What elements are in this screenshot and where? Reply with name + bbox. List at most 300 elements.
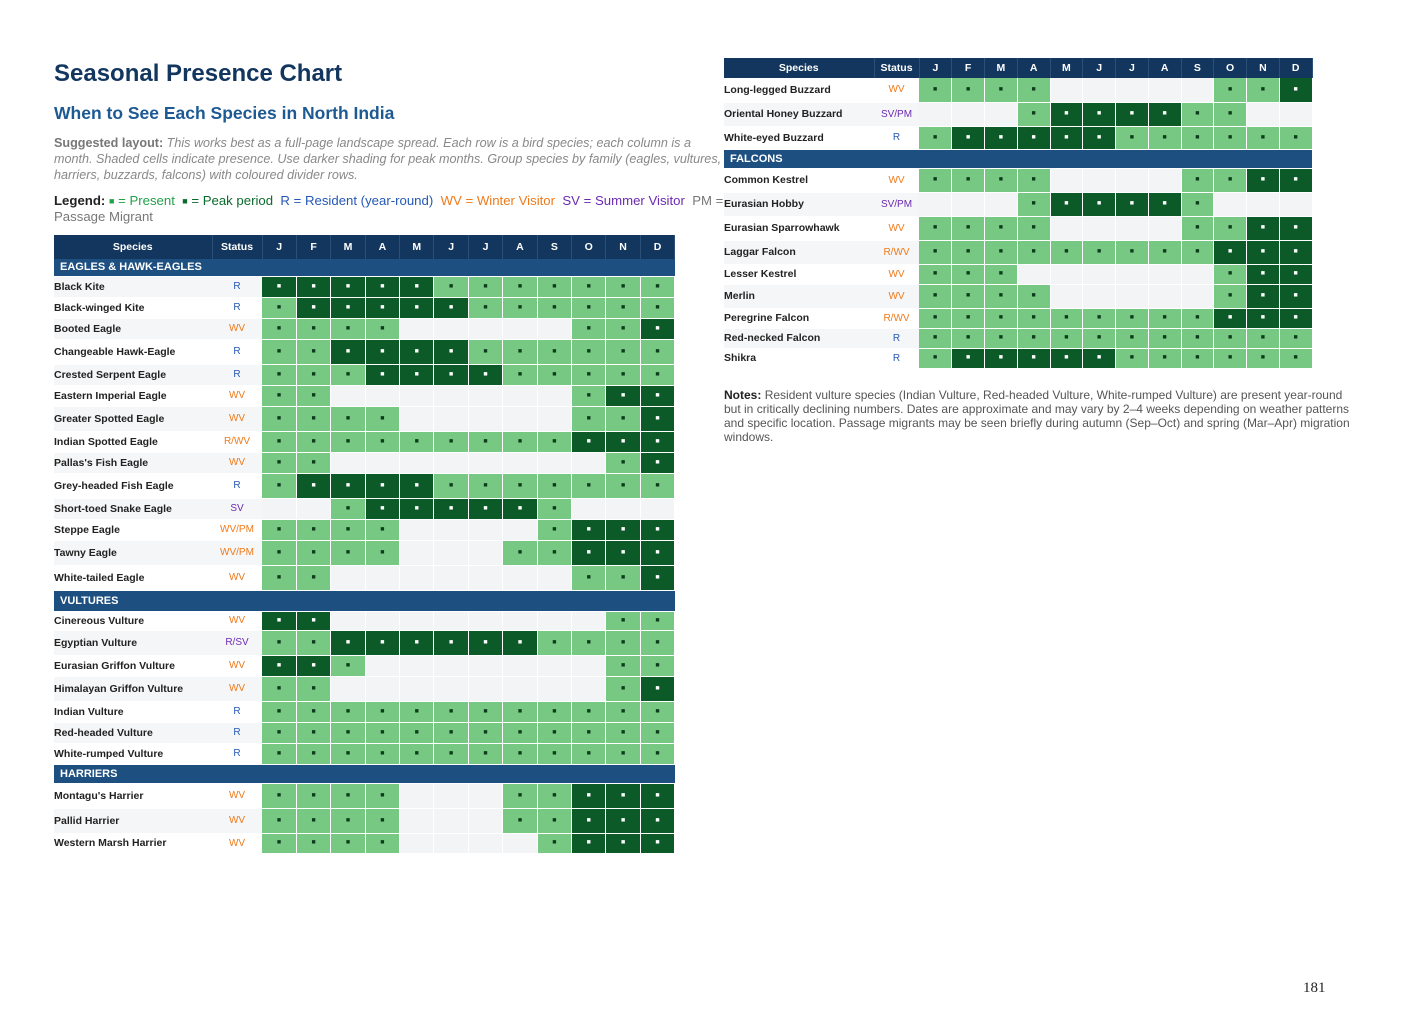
species-row — [54, 743, 675, 764]
header-row — [724, 58, 1312, 78]
species-name: Black-winged Kite — [54, 297, 212, 318]
present-cell: ■ — [1050, 240, 1083, 264]
peak-cell: ■ — [503, 630, 537, 655]
notes-text: Resident vulture species (Indian Vulture, Red-headed Vulture, White-rumped Vulture) are present year-round but in critically declining numbers. Dates are approximate and may vary by 2–4 weeks depending on weather patterns and specific location. Passage migrants may be seen briefly during autumn (Sep–Oct) and spring (Mar–Apr) migration windows. — [724, 388, 1350, 444]
species-row — [54, 783, 675, 808]
present-cell: ■ — [952, 78, 985, 102]
absent-cell — [400, 318, 434, 339]
absent-cell — [434, 808, 468, 833]
present-cell: ■ — [1017, 308, 1050, 328]
absent-cell — [1116, 78, 1149, 102]
month-column-header: A — [1148, 58, 1181, 78]
present-cell: ■ — [606, 722, 640, 743]
absent-cell — [952, 102, 985, 126]
absent-cell — [434, 406, 468, 431]
present-cell: ■ — [1181, 216, 1214, 240]
absent-cell — [503, 519, 537, 540]
status-code: WV — [212, 808, 262, 833]
peak-cell: ■ — [1017, 348, 1050, 368]
peak-cell: ■ — [400, 473, 434, 498]
status-code: R/WV — [874, 308, 919, 328]
peak-cell: ■ — [1050, 348, 1083, 368]
present-cell: ■ — [985, 308, 1018, 328]
present-cell: ■ — [434, 276, 468, 297]
present-cell: ■ — [503, 473, 537, 498]
present-cell: ■ — [468, 722, 502, 743]
absent-cell — [606, 498, 640, 519]
species-row — [54, 498, 675, 519]
absent-cell — [503, 655, 537, 676]
page-title: Seasonal Presence Chart — [54, 60, 343, 87]
present-cell: ■ — [503, 339, 537, 364]
species-row — [54, 276, 675, 297]
peak-cell: ■ — [1279, 78, 1312, 102]
peak-cell: ■ — [331, 276, 365, 297]
present-cell: ■ — [434, 722, 468, 743]
absent-cell — [503, 318, 537, 339]
absent-cell — [468, 385, 502, 406]
present-cell: ■ — [296, 519, 330, 540]
absent-cell — [1247, 102, 1280, 126]
legend-present-text: = Present — [118, 193, 175, 208]
absent-cell — [1017, 264, 1050, 284]
present-cell: ■ — [262, 630, 296, 655]
absent-cell — [365, 565, 399, 590]
absent-cell — [503, 676, 537, 701]
species-name: White-eyed Buzzard — [724, 126, 874, 149]
present-cell: ■ — [296, 364, 330, 385]
present-cell: ■ — [262, 565, 296, 590]
absent-cell — [537, 676, 571, 701]
peak-cell: ■ — [1279, 240, 1312, 264]
absent-cell — [1050, 216, 1083, 240]
absent-cell — [1279, 192, 1312, 216]
legend-resident: R = Resident (year-round) — [280, 193, 434, 208]
peak-cell: ■ — [1247, 284, 1280, 308]
present-cell: ■ — [1181, 102, 1214, 126]
absent-cell — [1083, 216, 1116, 240]
present-cell: ■ — [572, 364, 606, 385]
peak-cell: ■ — [572, 783, 606, 808]
month-column-header: A — [1017, 58, 1050, 78]
peak-cell: ■ — [1148, 192, 1181, 216]
species-row — [54, 833, 675, 853]
absent-cell — [985, 192, 1018, 216]
present-cell: ■ — [331, 808, 365, 833]
month-column-header: J — [468, 235, 502, 259]
status-code: WV — [874, 284, 919, 308]
peak-cell: ■ — [985, 348, 1018, 368]
status-code: WV/PM — [212, 540, 262, 565]
peak-cell: ■ — [985, 126, 1018, 149]
species-row — [724, 308, 1312, 328]
present-cell: ■ — [296, 318, 330, 339]
present-cell: ■ — [1116, 328, 1149, 348]
absent-cell — [503, 611, 537, 630]
present-cell: ■ — [537, 297, 571, 318]
peak-cell: ■ — [640, 385, 674, 406]
present-cell: ■ — [365, 431, 399, 452]
notes-label: Notes: — [724, 388, 762, 402]
present-cell: ■ — [572, 701, 606, 722]
present-cell: ■ — [1148, 348, 1181, 368]
present-cell: ■ — [537, 276, 571, 297]
species-row — [724, 168, 1312, 192]
layout-note-text: This works best as a full-page landscape spread. Each row is a bird species; each column is a month. Shaded cells indicate presence. Use darker shading for peak months. Group species by family (eagles, vultures, harriers, buzzards, falcons) with coloured divider rows. — [54, 136, 722, 182]
absent-cell — [572, 452, 606, 473]
absent-cell — [468, 833, 502, 853]
present-cell: ■ — [1214, 264, 1247, 284]
absent-cell — [985, 102, 1018, 126]
present-cell: ■ — [296, 783, 330, 808]
legend-peak-text: = Peak period — [191, 193, 274, 208]
present-cell: ■ — [262, 385, 296, 406]
present-cell: ■ — [1017, 240, 1050, 264]
present-cell: ■ — [572, 318, 606, 339]
present-cell: ■ — [1148, 328, 1181, 348]
absent-cell — [537, 452, 571, 473]
present-cell: ■ — [537, 540, 571, 565]
absent-cell — [365, 676, 399, 701]
peak-cell: ■ — [1083, 126, 1116, 149]
present-cell: ■ — [262, 783, 296, 808]
table-body — [724, 78, 1312, 368]
status-code: SV/PM — [874, 192, 919, 216]
species-row — [54, 540, 675, 565]
present-cell: ■ — [503, 743, 537, 764]
present-cell: ■ — [919, 78, 952, 102]
present-cell: ■ — [640, 276, 674, 297]
present-cell: ■ — [1083, 308, 1116, 328]
present-cell: ■ — [952, 308, 985, 328]
species-row — [54, 676, 675, 701]
presence-table-right — [724, 58, 1313, 369]
peak-cell: ■ — [331, 473, 365, 498]
present-cell: ■ — [262, 808, 296, 833]
peak-cell: ■ — [606, 808, 640, 833]
status-code: WV — [874, 264, 919, 284]
species-name: Lesser Kestrel — [724, 264, 874, 284]
absent-cell — [537, 565, 571, 590]
present-cell: ■ — [1181, 308, 1214, 328]
month-column-header: J — [1083, 58, 1116, 78]
present-cell: ■ — [572, 276, 606, 297]
absent-cell — [400, 655, 434, 676]
species-name: Indian Vulture — [54, 701, 212, 722]
species-name: Merlin — [724, 284, 874, 308]
peak-cell: ■ — [1214, 308, 1247, 328]
present-cell: ■ — [919, 348, 952, 368]
peak-cell: ■ — [262, 655, 296, 676]
status-code: R/WV — [212, 431, 262, 452]
absent-cell — [434, 611, 468, 630]
family-divider-row — [54, 259, 675, 276]
present-cell: ■ — [262, 431, 296, 452]
present-cell: ■ — [468, 743, 502, 764]
peak-cell: ■ — [365, 297, 399, 318]
absent-cell — [468, 565, 502, 590]
absent-cell — [434, 540, 468, 565]
peak-cell: ■ — [606, 540, 640, 565]
absent-cell — [468, 519, 502, 540]
peak-cell: ■ — [400, 297, 434, 318]
present-cell: ■ — [985, 168, 1018, 192]
species-name: Short-toed Snake Eagle — [54, 498, 212, 519]
peak-cell: ■ — [1083, 348, 1116, 368]
present-cell: ■ — [331, 498, 365, 519]
species-name: Egyptian Vulture — [54, 630, 212, 655]
species-row — [54, 722, 675, 743]
present-cell: ■ — [919, 308, 952, 328]
month-column-header: N — [1247, 58, 1280, 78]
present-cell: ■ — [434, 743, 468, 764]
status-code: SV — [212, 498, 262, 519]
absent-cell — [1116, 284, 1149, 308]
present-cell: ■ — [296, 406, 330, 431]
status-code: R/WV — [874, 240, 919, 264]
present-cell: ■ — [606, 743, 640, 764]
status-code: R — [212, 276, 262, 297]
present-cell: ■ — [262, 722, 296, 743]
absent-cell — [919, 192, 952, 216]
species-name: Grey-headed Fish Eagle — [54, 473, 212, 498]
species-row — [724, 216, 1312, 240]
peak-cell: ■ — [400, 630, 434, 655]
present-cell: ■ — [919, 216, 952, 240]
present-cell: ■ — [606, 676, 640, 701]
status-code: WV — [874, 78, 919, 102]
present-cell: ■ — [606, 406, 640, 431]
family-divider-row — [54, 764, 675, 783]
present-cell: ■ — [1083, 240, 1116, 264]
present-cell: ■ — [468, 276, 502, 297]
peak-cell: ■ — [365, 473, 399, 498]
peak-cell: ■ — [572, 431, 606, 452]
absent-cell — [365, 611, 399, 630]
present-cell: ■ — [331, 655, 365, 676]
present-cell: ■ — [537, 808, 571, 833]
absent-cell — [434, 783, 468, 808]
present-cell: ■ — [296, 540, 330, 565]
present-cell: ■ — [468, 339, 502, 364]
species-row — [54, 339, 675, 364]
present-cell: ■ — [606, 565, 640, 590]
peak-cell: ■ — [296, 297, 330, 318]
peak-cell: ■ — [434, 339, 468, 364]
peak-cell: ■ — [365, 498, 399, 519]
peak-cell: ■ — [503, 498, 537, 519]
month-column-header: O — [572, 235, 606, 259]
present-cell: ■ — [262, 540, 296, 565]
present-cell: ■ — [331, 364, 365, 385]
species-row — [54, 452, 675, 473]
family-label: VULTURES — [54, 590, 675, 611]
present-cell: ■ — [434, 701, 468, 722]
absent-cell — [640, 498, 674, 519]
absent-cell — [952, 192, 985, 216]
present-cell: ■ — [296, 701, 330, 722]
species-name: Pallid Harrier — [54, 808, 212, 833]
present-cell: ■ — [572, 339, 606, 364]
absent-cell — [365, 655, 399, 676]
absent-cell — [262, 498, 296, 519]
peak-cell: ■ — [1050, 126, 1083, 149]
present-cell: ■ — [262, 743, 296, 764]
peak-cell: ■ — [331, 339, 365, 364]
peak-cell: ■ — [434, 297, 468, 318]
peak-cell: ■ — [1083, 102, 1116, 126]
month-column-header: A — [503, 235, 537, 259]
peak-cell: ■ — [1083, 192, 1116, 216]
present-cell: ■ — [1017, 78, 1050, 102]
present-cell: ■ — [365, 519, 399, 540]
species-row — [54, 611, 675, 630]
present-cell: ■ — [503, 722, 537, 743]
peak-cell: ■ — [1116, 102, 1149, 126]
status-code: R — [874, 328, 919, 348]
absent-cell — [1181, 78, 1214, 102]
present-cell: ■ — [1181, 240, 1214, 264]
absent-cell — [1279, 102, 1312, 126]
species-name: Laggar Falcon — [724, 240, 874, 264]
present-cell: ■ — [503, 540, 537, 565]
present-cell: ■ — [1116, 308, 1149, 328]
species-name: Oriental Honey Buzzard — [724, 102, 874, 126]
present-cell: ■ — [400, 701, 434, 722]
present-cell: ■ — [606, 364, 640, 385]
peak-cell: ■ — [1148, 102, 1181, 126]
species-name: Eastern Imperial Eagle — [54, 385, 212, 406]
present-cell: ■ — [1181, 328, 1214, 348]
present-cell: ■ — [985, 264, 1018, 284]
absent-cell — [1116, 168, 1149, 192]
month-column-header: N — [606, 235, 640, 259]
status-code: R — [874, 126, 919, 149]
present-marker-icon: ■ — [108, 196, 115, 206]
status-code: WV/PM — [212, 519, 262, 540]
peak-cell: ■ — [606, 519, 640, 540]
status-code: WV — [212, 676, 262, 701]
species-row — [724, 102, 1312, 126]
peak-cell: ■ — [1279, 168, 1312, 192]
peak-cell: ■ — [365, 630, 399, 655]
absent-cell — [1116, 264, 1149, 284]
layout-note — [54, 135, 722, 183]
present-cell: ■ — [537, 783, 571, 808]
month-column-header: O — [1214, 58, 1247, 78]
month-column-header: M — [331, 235, 365, 259]
species-name: White-tailed Eagle — [54, 565, 212, 590]
absent-cell — [1214, 192, 1247, 216]
absent-cell — [537, 385, 571, 406]
month-column-header: S — [1181, 58, 1214, 78]
absent-cell — [434, 452, 468, 473]
present-cell: ■ — [296, 452, 330, 473]
present-cell: ■ — [331, 540, 365, 565]
absent-cell — [434, 519, 468, 540]
absent-cell — [1181, 264, 1214, 284]
present-cell: ■ — [1279, 348, 1312, 368]
present-cell: ■ — [640, 655, 674, 676]
absent-cell — [365, 452, 399, 473]
present-cell: ■ — [606, 276, 640, 297]
species-row — [724, 240, 1312, 264]
species-row — [724, 78, 1312, 102]
absent-cell — [1148, 78, 1181, 102]
peak-cell: ■ — [331, 630, 365, 655]
present-cell: ■ — [1181, 126, 1214, 149]
species-name: Eurasian Griffon Vulture — [54, 655, 212, 676]
peak-cell: ■ — [296, 655, 330, 676]
present-cell: ■ — [365, 833, 399, 853]
peak-cell: ■ — [1279, 264, 1312, 284]
present-cell: ■ — [434, 431, 468, 452]
peak-cell: ■ — [468, 630, 502, 655]
peak-cell: ■ — [1247, 240, 1280, 264]
present-cell: ■ — [468, 701, 502, 722]
present-cell: ■ — [1214, 168, 1247, 192]
absent-cell — [1083, 78, 1116, 102]
species-row — [54, 655, 675, 676]
present-cell: ■ — [400, 431, 434, 452]
present-cell: ■ — [331, 406, 365, 431]
present-cell: ■ — [262, 364, 296, 385]
species-row — [54, 297, 675, 318]
absent-cell — [537, 406, 571, 431]
present-cell: ■ — [952, 240, 985, 264]
absent-cell — [468, 318, 502, 339]
status-column-header: Status — [874, 58, 919, 78]
present-cell: ■ — [1083, 328, 1116, 348]
month-column-header: D — [640, 235, 674, 259]
present-cell: ■ — [331, 519, 365, 540]
species-row — [54, 473, 675, 498]
present-cell: ■ — [296, 676, 330, 701]
present-cell: ■ — [537, 473, 571, 498]
species-row — [724, 126, 1312, 149]
species-name: Long-legged Buzzard — [724, 78, 874, 102]
status-code: WV — [212, 655, 262, 676]
species-name: Pallas's Fish Eagle — [54, 452, 212, 473]
present-cell: ■ — [365, 540, 399, 565]
present-cell: ■ — [1017, 168, 1050, 192]
absent-cell — [1050, 284, 1083, 308]
absent-cell — [331, 565, 365, 590]
present-cell: ■ — [1017, 284, 1050, 308]
present-cell: ■ — [503, 783, 537, 808]
absent-cell — [1083, 264, 1116, 284]
present-cell: ■ — [606, 318, 640, 339]
absent-cell — [1050, 78, 1083, 102]
absent-cell — [572, 655, 606, 676]
present-cell: ■ — [1247, 348, 1280, 368]
legend-summer-visitor: SV = Summer Visitor — [562, 193, 685, 208]
peak-cell: ■ — [1247, 264, 1280, 284]
present-cell: ■ — [1050, 308, 1083, 328]
absent-cell — [400, 565, 434, 590]
absent-cell — [331, 452, 365, 473]
status-code: WV — [212, 406, 262, 431]
species-column-header: Species — [724, 58, 874, 78]
legend-peak — [182, 193, 273, 208]
species-name: Indian Spotted Eagle — [54, 431, 212, 452]
present-cell: ■ — [572, 385, 606, 406]
species-row — [724, 264, 1312, 284]
species-name: Shikra — [724, 348, 874, 368]
table-header — [54, 235, 675, 259]
absent-cell — [1181, 284, 1214, 308]
status-code: R — [874, 348, 919, 368]
